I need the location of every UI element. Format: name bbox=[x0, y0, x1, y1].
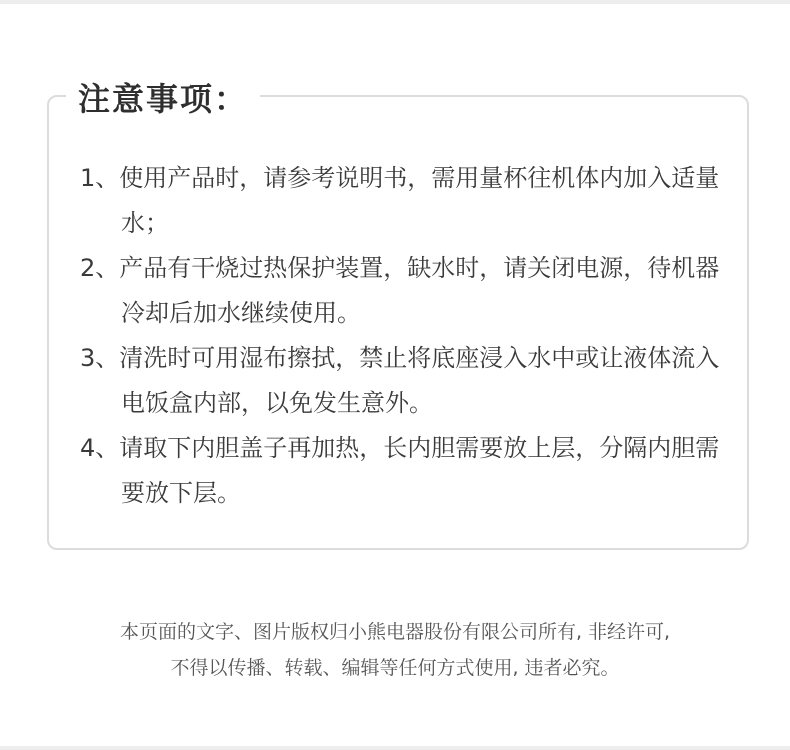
notice-item-1: 1、使用产品时，请参考说明书，需用量杯往机体内加入适量水； bbox=[80, 164, 720, 237]
top-divider bbox=[0, 0, 790, 4]
copyright-line-1: 本页面的文字、图片版权归小熊电器股份有限公司所有, 非经许可, bbox=[119, 621, 671, 643]
notice-item-3: 3、清洗时可用湿布擦拭，禁止将底座浸入水中或让液体流入电饭盒内部，以免发生意外。 bbox=[80, 344, 720, 417]
bottom-divider bbox=[0, 746, 790, 750]
notice-list bbox=[80, 156, 740, 516]
copyright-line-2: 不得以传播、转载、编辑等任何方式使用, 违者必究。 bbox=[170, 657, 620, 679]
notice-item-4: 4、请取下内胆盖子再加热，长内胆需要放上层，分隔内胆需要放下层。 bbox=[80, 434, 720, 507]
notice-item-2: 2、产品有干烧过热保护装置，缺水时，请关闭电源，待机器冷却后加水继续使用。 bbox=[80, 254, 720, 327]
notice-title: 注意事项： bbox=[66, 76, 260, 122]
copyright-footer bbox=[0, 614, 790, 686]
